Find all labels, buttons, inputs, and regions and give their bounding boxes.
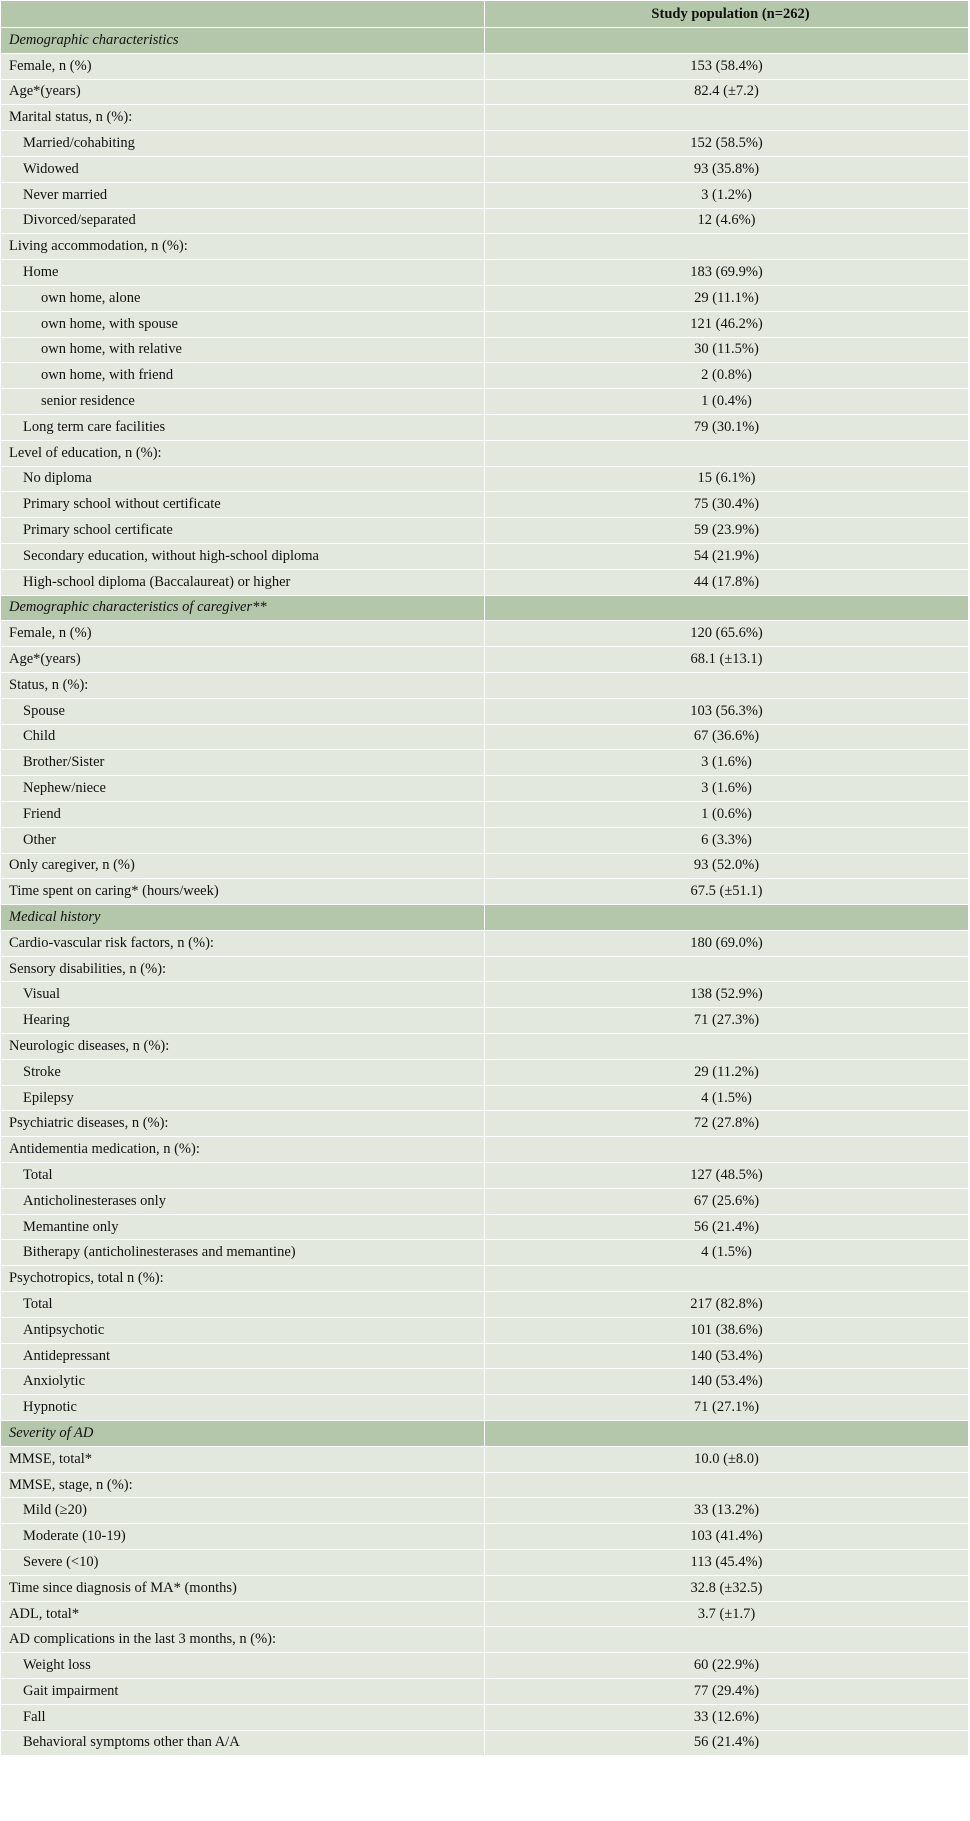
table-row <box>1 1730 969 1756</box>
row-value <box>485 105 969 131</box>
row-value: 113 (45.4%) <box>485 1550 969 1576</box>
table-row <box>1 492 969 518</box>
row-value: 32.8 (±32.5) <box>485 1575 969 1601</box>
row-value: 54 (21.9%) <box>485 543 969 569</box>
table-row <box>1 1059 969 1085</box>
section-header-row <box>1 905 969 931</box>
row-value: 77 (29.4%) <box>485 1679 969 1705</box>
table-row <box>1 1550 969 1576</box>
row-value: 59 (23.9%) <box>485 518 969 544</box>
row-value: 93 (52.0%) <box>485 853 969 879</box>
row-label: Behavioral symptoms other than A/A <box>1 1730 485 1756</box>
table-row <box>1 827 969 853</box>
section-title: Demographic characteristics <box>1 28 485 54</box>
row-label: MMSE, total* <box>1 1446 485 1472</box>
table-row <box>1 1085 969 1111</box>
table-row <box>1 208 969 234</box>
row-label: Secondary education, without high-school diploma <box>1 543 485 569</box>
table-row <box>1 1343 969 1369</box>
row-value: 67.5 (±51.1) <box>485 879 969 905</box>
row-value: 140 (53.4%) <box>485 1369 969 1395</box>
row-label: Age*(years) <box>1 79 485 105</box>
table-row <box>1 440 969 466</box>
row-value <box>485 1034 969 1060</box>
row-label: Divorced/separated <box>1 208 485 234</box>
row-value: 121 (46.2%) <box>485 311 969 337</box>
table-row <box>1 466 969 492</box>
table-row <box>1 234 969 260</box>
row-value <box>485 1137 969 1163</box>
row-label: Living accommodation, n (%): <box>1 234 485 260</box>
table-header-row <box>1 1 969 28</box>
table-row <box>1 1292 969 1318</box>
row-value: 82.4 (±7.2) <box>485 79 969 105</box>
row-value: 140 (53.4%) <box>485 1343 969 1369</box>
row-value: 60 (22.9%) <box>485 1653 969 1679</box>
row-value: 1 (0.4%) <box>485 389 969 415</box>
row-label: Child <box>1 724 485 750</box>
table-row <box>1 156 969 182</box>
table-row <box>1 1266 969 1292</box>
row-label: own home, with spouse <box>1 311 485 337</box>
header-population-cell: Study population (n=262) <box>485 1 969 28</box>
row-value: 33 (12.6%) <box>485 1704 969 1730</box>
row-label: Hypnotic <box>1 1395 485 1421</box>
table-row <box>1 1601 969 1627</box>
table-row <box>1 956 969 982</box>
table-row <box>1 801 969 827</box>
row-label: Weight loss <box>1 1653 485 1679</box>
row-value: 103 (41.4%) <box>485 1524 969 1550</box>
row-value <box>485 595 969 621</box>
row-value: 127 (48.5%) <box>485 1163 969 1189</box>
row-value: 33 (13.2%) <box>485 1498 969 1524</box>
row-label: Only caregiver, n (%) <box>1 853 485 879</box>
row-value: 183 (69.9%) <box>485 260 969 286</box>
row-label: own home, alone <box>1 285 485 311</box>
row-label: Antipsychotic <box>1 1317 485 1343</box>
row-value: 75 (30.4%) <box>485 492 969 518</box>
table-row <box>1 1188 969 1214</box>
row-label: Cardio-vascular risk factors, n (%): <box>1 930 485 956</box>
table-row <box>1 182 969 208</box>
row-label: Never married <box>1 182 485 208</box>
row-label: Visual <box>1 982 485 1008</box>
row-label: Female, n (%) <box>1 621 485 647</box>
row-label: Spouse <box>1 698 485 724</box>
table-row <box>1 1524 969 1550</box>
row-value: 6 (3.3%) <box>485 827 969 853</box>
row-value: 44 (17.8%) <box>485 569 969 595</box>
row-value <box>485 956 969 982</box>
table-row <box>1 930 969 956</box>
table-row <box>1 1446 969 1472</box>
row-value: 4 (1.5%) <box>485 1085 969 1111</box>
row-label: Nephew/niece <box>1 776 485 802</box>
row-value <box>485 440 969 466</box>
row-label: Epilepsy <box>1 1085 485 1111</box>
row-label: Home <box>1 260 485 286</box>
row-label: Friend <box>1 801 485 827</box>
row-label: Total <box>1 1163 485 1189</box>
table-row <box>1 337 969 363</box>
row-value: 30 (11.5%) <box>485 337 969 363</box>
row-label: senior residence <box>1 389 485 415</box>
row-label: Stroke <box>1 1059 485 1085</box>
table-row <box>1 1679 969 1705</box>
row-value <box>485 28 969 54</box>
table-row <box>1 389 969 415</box>
row-label: Moderate (10-19) <box>1 1524 485 1550</box>
row-label: Level of education, n (%): <box>1 440 485 466</box>
row-label: Anxiolytic <box>1 1369 485 1395</box>
row-value <box>485 905 969 931</box>
row-label: Anticholinesterases only <box>1 1188 485 1214</box>
row-label: Female, n (%) <box>1 53 485 79</box>
table-row <box>1 724 969 750</box>
table-row <box>1 1498 969 1524</box>
table-row <box>1 1163 969 1189</box>
row-label: Bitherapy (anticholinesterases and memantine) <box>1 1240 485 1266</box>
row-value <box>485 1266 969 1292</box>
row-value: 68.1 (±13.1) <box>485 647 969 673</box>
row-value: 15 (6.1%) <box>485 466 969 492</box>
table-row <box>1 879 969 905</box>
row-value: 79 (30.1%) <box>485 414 969 440</box>
table-row <box>1 1395 969 1421</box>
row-label: own home, with relative <box>1 337 485 363</box>
section-title: Demographic characteristics of caregiver** <box>1 595 485 621</box>
table-row <box>1 647 969 673</box>
table-row <box>1 1472 969 1498</box>
row-value: 101 (38.6%) <box>485 1317 969 1343</box>
table-row <box>1 363 969 389</box>
table-row <box>1 543 969 569</box>
row-label: Other <box>1 827 485 853</box>
table-row <box>1 518 969 544</box>
table-row <box>1 1369 969 1395</box>
row-label: Psychiatric diseases, n (%): <box>1 1111 485 1137</box>
row-value: 217 (82.8%) <box>485 1292 969 1318</box>
row-label: Time since diagnosis of MA* (months) <box>1 1575 485 1601</box>
table-row <box>1 1704 969 1730</box>
row-value <box>485 1627 969 1653</box>
row-label: Status, n (%): <box>1 672 485 698</box>
header-label-cell <box>1 1 485 28</box>
row-label: Psychotropics, total n (%): <box>1 1266 485 1292</box>
row-value: 153 (58.4%) <box>485 53 969 79</box>
row-value: 3 (1.6%) <box>485 750 969 776</box>
row-label: Primary school without certificate <box>1 492 485 518</box>
row-label: High-school diploma (Baccalaureat) or higher <box>1 569 485 595</box>
table-row <box>1 1653 969 1679</box>
row-value: 180 (69.0%) <box>485 930 969 956</box>
table-row <box>1 698 969 724</box>
row-label: AD complications in the last 3 months, n (%): <box>1 1627 485 1653</box>
row-label: Brother/Sister <box>1 750 485 776</box>
row-label: Antidementia medication, n (%): <box>1 1137 485 1163</box>
row-label: Sensory disabilities, n (%): <box>1 956 485 982</box>
row-value <box>485 234 969 260</box>
row-value: 12 (4.6%) <box>485 208 969 234</box>
row-label: Primary school certificate <box>1 518 485 544</box>
row-label: Marital status, n (%): <box>1 105 485 131</box>
table-row <box>1 1317 969 1343</box>
row-value: 72 (27.8%) <box>485 1111 969 1137</box>
table-row <box>1 776 969 802</box>
row-value: 120 (65.6%) <box>485 621 969 647</box>
row-value: 138 (52.9%) <box>485 982 969 1008</box>
table-row <box>1 1034 969 1060</box>
row-label: Mild (≥20) <box>1 1498 485 1524</box>
row-value <box>485 1421 969 1447</box>
row-label: Antidepressant <box>1 1343 485 1369</box>
row-label: ADL, total* <box>1 1601 485 1627</box>
row-value: 152 (58.5%) <box>485 131 969 157</box>
table-row <box>1 105 969 131</box>
table-row <box>1 672 969 698</box>
row-label: Neurologic diseases, n (%): <box>1 1034 485 1060</box>
row-label: MMSE, stage, n (%): <box>1 1472 485 1498</box>
row-value: 3.7 (±1.7) <box>485 1601 969 1627</box>
row-label: Time spent on caring* (hours/week) <box>1 879 485 905</box>
row-value: 93 (35.8%) <box>485 156 969 182</box>
table-row <box>1 1137 969 1163</box>
row-label: No diploma <box>1 466 485 492</box>
row-value: 71 (27.1%) <box>485 1395 969 1421</box>
row-value: 56 (21.4%) <box>485 1730 969 1756</box>
row-value: 29 (11.1%) <box>485 285 969 311</box>
row-label: own home, with friend <box>1 363 485 389</box>
section-title: Severity of AD <box>1 1421 485 1447</box>
row-value <box>485 1472 969 1498</box>
row-label: Married/cohabiting <box>1 131 485 157</box>
row-value: 29 (11.2%) <box>485 1059 969 1085</box>
table-row <box>1 414 969 440</box>
table-row <box>1 569 969 595</box>
row-value: 103 (56.3%) <box>485 698 969 724</box>
row-label: Total <box>1 1292 485 1318</box>
table-body <box>1 28 969 1756</box>
table-row <box>1 311 969 337</box>
table-row <box>1 1008 969 1034</box>
row-value: 67 (25.6%) <box>485 1188 969 1214</box>
row-label: Hearing <box>1 1008 485 1034</box>
row-value: 10.0 (±8.0) <box>485 1446 969 1472</box>
table-row <box>1 1111 969 1137</box>
row-value: 4 (1.5%) <box>485 1240 969 1266</box>
table-row <box>1 285 969 311</box>
row-value <box>485 672 969 698</box>
row-label: Long term care facilities <box>1 414 485 440</box>
row-value: 67 (36.6%) <box>485 724 969 750</box>
table-row <box>1 1575 969 1601</box>
row-value: 2 (0.8%) <box>485 363 969 389</box>
row-value: 1 (0.6%) <box>485 801 969 827</box>
section-header-row <box>1 1421 969 1447</box>
row-label: Gait impairment <box>1 1679 485 1705</box>
table-row <box>1 853 969 879</box>
row-value: 3 (1.6%) <box>485 776 969 802</box>
section-title: Medical history <box>1 905 485 931</box>
table-row <box>1 1627 969 1653</box>
row-value: 71 (27.3%) <box>485 1008 969 1034</box>
row-value: 56 (21.4%) <box>485 1214 969 1240</box>
table-row <box>1 260 969 286</box>
section-header-row <box>1 595 969 621</box>
section-header-row <box>1 28 969 54</box>
row-label: Fall <box>1 1704 485 1730</box>
table-row <box>1 1240 969 1266</box>
table-row <box>1 79 969 105</box>
table-row <box>1 1214 969 1240</box>
row-label: Severe (<10) <box>1 1550 485 1576</box>
row-label: Memantine only <box>1 1214 485 1240</box>
table-row <box>1 982 969 1008</box>
table-row <box>1 621 969 647</box>
table-row <box>1 131 969 157</box>
table-row <box>1 53 969 79</box>
row-label: Widowed <box>1 156 485 182</box>
table-row <box>1 750 969 776</box>
row-label: Age*(years) <box>1 647 485 673</box>
row-value: 3 (1.2%) <box>485 182 969 208</box>
